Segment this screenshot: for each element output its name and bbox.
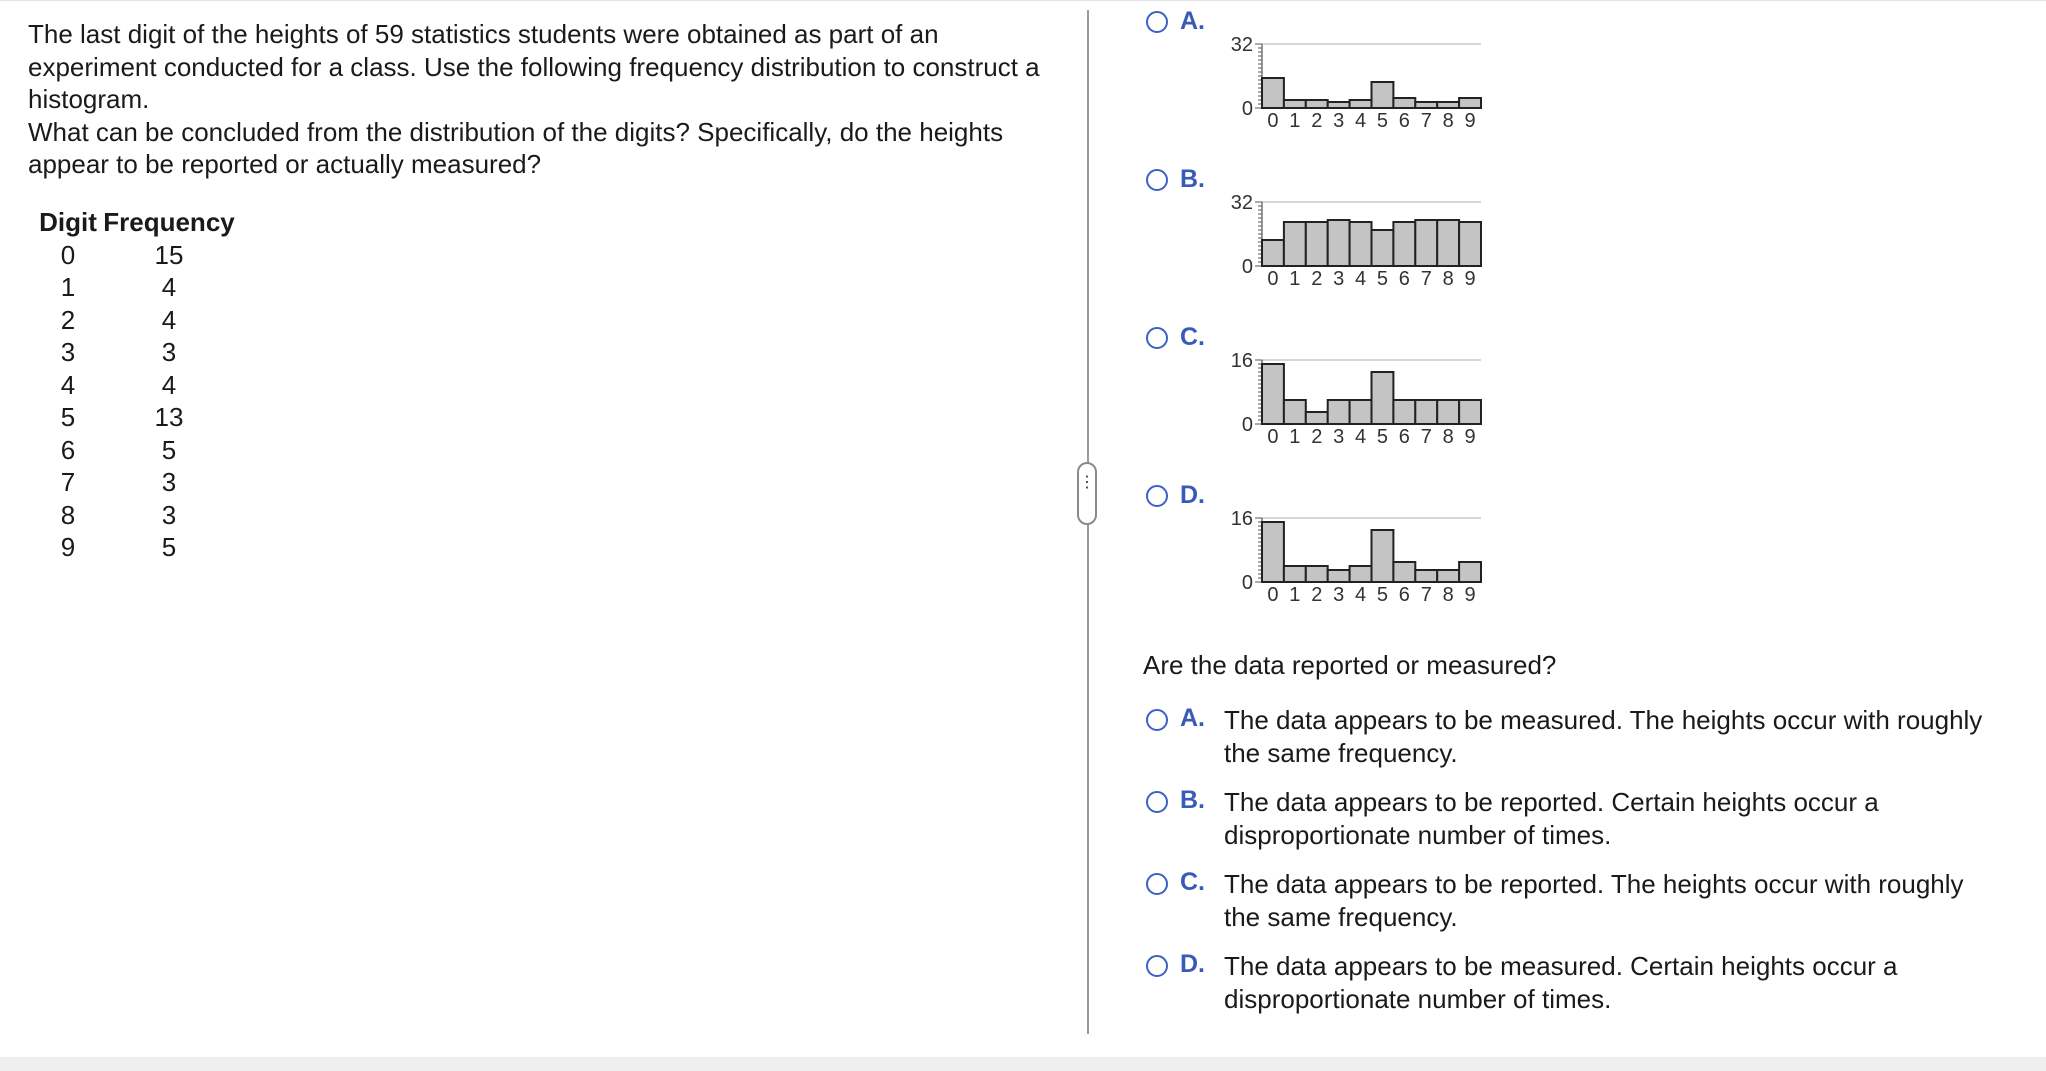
option-letter: A. (1180, 704, 1205, 732)
histogram-bar (1284, 222, 1306, 266)
x-tick-label: 4 (1354, 110, 1367, 132)
x-tick-label: 6 (1398, 110, 1410, 132)
x-tick-label: 8 (1442, 110, 1454, 132)
answer-option-d[interactable] (1146, 950, 2006, 1016)
histogram-bar (1306, 566, 1328, 582)
answer-text: The data appears to be reported. Certain heights occur a disproportionate number of times. (1224, 787, 1879, 850)
histogram-bar (1306, 222, 1328, 266)
x-tick-label: 0 (1267, 426, 1279, 448)
option-letter: C. (1180, 868, 1205, 896)
histogram-bar (1306, 412, 1328, 424)
frequency-table (34, 206, 236, 564)
y-tick-label: 16 (1230, 508, 1253, 530)
histogram-bar (1350, 400, 1372, 424)
x-tick-label: 3 (1333, 110, 1345, 132)
histogram-bar (1306, 100, 1328, 108)
bottom-bar (0, 1057, 2046, 1071)
table-row (34, 499, 236, 532)
table-cell-digit: 4 (60, 369, 76, 400)
pane-resize-handle[interactable] (1077, 462, 1097, 525)
histogram-bar (1328, 400, 1350, 424)
table-row (34, 239, 236, 272)
x-tick-label: 2 (1311, 110, 1323, 132)
histogram-bar (1284, 100, 1306, 108)
answer-option-a[interactable] (1146, 704, 2006, 770)
x-tick-label: 6 (1398, 584, 1410, 606)
histogram-chart-a (1215, 30, 1495, 160)
table-row (34, 304, 236, 337)
x-tick-label: 6 (1398, 426, 1410, 448)
y-tick-label: 0 (1241, 572, 1253, 594)
histogram-bar (1437, 220, 1459, 266)
table-cell-frequency: 4 (161, 369, 177, 400)
x-tick-label: 0 (1267, 584, 1279, 606)
histogram-bar (1350, 100, 1372, 108)
option-letter: D. (1180, 481, 1205, 509)
table-header-row (34, 206, 236, 239)
x-tick-label: 1 (1289, 426, 1301, 448)
histogram-option-a[interactable] (1146, 7, 1205, 36)
histogram-bar (1372, 230, 1394, 266)
table-cell-digit: 6 (60, 434, 76, 465)
table-row (34, 272, 236, 305)
x-tick-label: 2 (1311, 426, 1323, 448)
x-tick-label: 5 (1376, 268, 1389, 290)
option-letter: B. (1180, 786, 1205, 814)
histogram-chart-b (1215, 188, 1495, 318)
table-row (34, 402, 236, 435)
x-tick-label: 3 (1333, 584, 1345, 606)
x-tick-label: 5 (1376, 426, 1389, 448)
table-cell-digit: 7 (60, 467, 76, 498)
option-letter: D. (1180, 950, 1205, 978)
histogram-bar (1350, 222, 1372, 266)
table-header-frequency: Frequency (103, 207, 235, 237)
histogram-option-d[interactable] (1146, 481, 1205, 510)
histogram-bar (1415, 570, 1437, 582)
x-tick-label: 0 (1267, 110, 1279, 132)
x-tick-label: 3 (1333, 268, 1345, 290)
x-tick-label: 6 (1398, 268, 1410, 290)
x-tick-label: 2 (1311, 584, 1323, 606)
table-cell-digit: 5 (60, 402, 76, 433)
table-row (34, 434, 236, 467)
y-tick-label: 32 (1230, 34, 1253, 56)
x-tick-label: 2 (1311, 268, 1323, 290)
x-tick-label: 4 (1354, 584, 1367, 606)
table-cell-frequency: 3 (161, 337, 177, 368)
histogram-bar (1372, 372, 1394, 424)
question-text (28, 18, 1063, 181)
histogram-bar (1437, 400, 1459, 424)
radio-button-b[interactable] (1146, 169, 1168, 191)
histogram-chart-d (1215, 504, 1495, 634)
table-cell-frequency: 3 (161, 499, 177, 530)
histogram-bar (1372, 82, 1394, 108)
answer-text: The data appears to be reported. The heights occur with roughly the same frequency. (1224, 869, 1964, 932)
x-tick-label: 7 (1420, 110, 1432, 132)
option-letter: B. (1180, 165, 1205, 193)
histogram-option-c[interactable] (1146, 323, 1205, 352)
table-cell-frequency: 4 (161, 272, 177, 303)
radio-button-c[interactable] (1146, 873, 1168, 895)
histogram-bar (1393, 562, 1415, 582)
y-tick-label: 16 (1230, 350, 1253, 372)
histogram-bar (1459, 400, 1481, 424)
table-row (34, 532, 236, 565)
x-tick-label: 0 (1267, 268, 1279, 290)
table-cell-frequency: 5 (161, 434, 177, 465)
histogram-chart-c (1215, 346, 1495, 476)
histogram-bar (1437, 570, 1459, 582)
x-tick-label: 7 (1420, 268, 1432, 290)
x-tick-label: 9 (1464, 426, 1476, 448)
table-cell-digit: 1 (60, 272, 76, 303)
x-tick-label: 5 (1376, 584, 1389, 606)
radio-button-d[interactable] (1146, 485, 1168, 507)
x-tick-label: 9 (1464, 268, 1476, 290)
y-tick-label: 32 (1230, 192, 1253, 214)
x-tick-label: 9 (1464, 110, 1476, 132)
radio-button-d[interactable] (1146, 955, 1168, 977)
table-cell-digit: 3 (60, 337, 76, 368)
question-pane (28, 18, 1068, 563)
x-tick-label: 9 (1464, 584, 1476, 606)
y-tick-label: 0 (1241, 98, 1253, 120)
radio-button-a[interactable] (1146, 709, 1168, 731)
question-paragraph-2: What can be concluded from the distribution of the digits? Specifically, do the heights appear to be reported or actually measured? (28, 116, 1004, 179)
histogram-bar (1393, 222, 1415, 266)
histogram-bar (1262, 240, 1284, 266)
table-cell-digit: 0 (60, 239, 76, 270)
histogram-bar (1328, 220, 1350, 266)
question-paragraph-1: The last digit of the heights of 59 statistics students were obtained as part of an experiment conducted for a class. Use the following frequency distribution to construct a histogram. (28, 19, 1040, 114)
histogram-bar (1459, 222, 1481, 266)
table-row (34, 467, 236, 500)
table-cell-frequency: 3 (161, 467, 177, 498)
table-row (34, 369, 236, 402)
x-tick-label: 4 (1354, 426, 1367, 448)
histogram-bar (1415, 220, 1437, 266)
histogram-bar (1459, 98, 1481, 108)
x-tick-label: 1 (1289, 268, 1301, 290)
radio-button-b[interactable] (1146, 791, 1168, 813)
table-cell-digit: 9 (60, 532, 76, 563)
histogram-bar (1262, 364, 1284, 424)
answer-text: The data appears to be measured. The heights occur with roughly the same frequency. (1224, 705, 1983, 768)
table-cell-frequency: 5 (161, 532, 177, 563)
x-tick-label: 8 (1442, 584, 1454, 606)
histogram-bar (1393, 400, 1415, 424)
histogram-bar (1350, 566, 1372, 582)
option-letter: C. (1180, 323, 1205, 351)
histogram-option-b[interactable] (1146, 165, 1205, 194)
more-dots-icon: ⋮ (1079, 474, 1095, 491)
x-tick-label: 1 (1289, 110, 1301, 132)
y-tick-label: 0 (1241, 414, 1253, 436)
table-cell-frequency: 4 (161, 304, 177, 335)
histogram-bar (1262, 78, 1284, 108)
x-tick-label: 7 (1420, 426, 1432, 448)
y-tick-label: 0 (1241, 256, 1253, 278)
answer-text: The data appears to be measured. Certain heights occur a disproportionate number of times. (1224, 951, 1898, 1014)
x-tick-label: 1 (1289, 584, 1301, 606)
table-cell-frequency: 13 (154, 402, 184, 433)
histogram-bar (1328, 570, 1350, 582)
histogram-bar (1393, 98, 1415, 108)
table-header-digit: Digit (39, 207, 97, 237)
histogram-bar (1284, 400, 1306, 424)
histogram-bar (1372, 530, 1394, 582)
x-tick-label: 3 (1333, 426, 1345, 448)
question-2-text: Are the data reported or measured? (1143, 650, 1557, 680)
x-tick-label: 4 (1354, 268, 1367, 290)
histogram-bar (1459, 562, 1481, 582)
histogram-bar (1262, 522, 1284, 582)
answer-option-c[interactable] (1146, 868, 2006, 934)
histogram-bar (1284, 566, 1306, 582)
option-letter: A. (1180, 7, 1205, 35)
table-cell-digit: 8 (60, 499, 76, 530)
histogram-bar (1415, 400, 1437, 424)
table-cell-frequency: 15 (154, 239, 184, 270)
table-row (34, 337, 236, 370)
radio-button-c[interactable] (1146, 327, 1168, 349)
answer-option-b[interactable] (1146, 786, 2006, 852)
top-rule (0, 0, 2046, 1)
x-tick-label: 7 (1420, 584, 1432, 606)
radio-button-a[interactable] (1146, 11, 1168, 33)
x-tick-label: 5 (1376, 110, 1389, 132)
x-tick-label: 8 (1442, 268, 1454, 290)
x-tick-label: 8 (1442, 426, 1454, 448)
table-cell-digit: 2 (60, 304, 76, 335)
